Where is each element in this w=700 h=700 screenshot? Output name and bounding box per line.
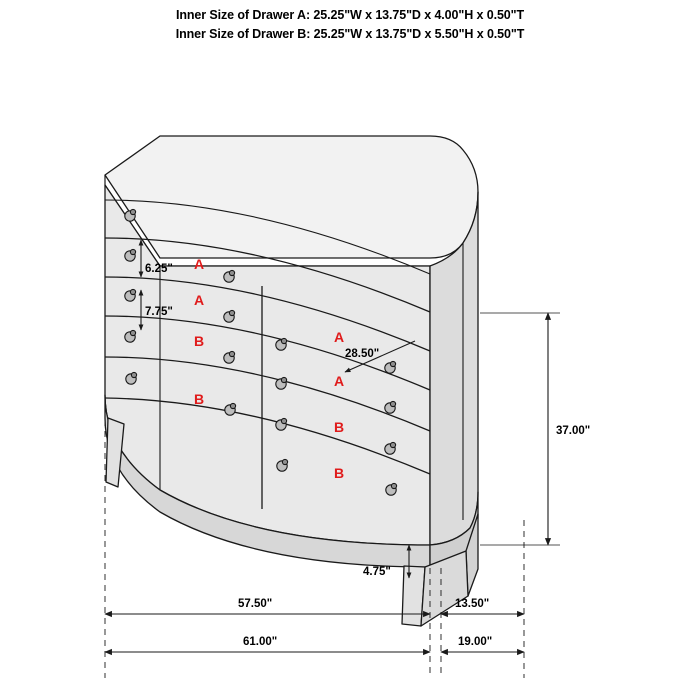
label-drawer-b-height: 7.75" (145, 306, 173, 318)
drawer-label-b3: B (334, 419, 345, 435)
drawer-label-b1: B (194, 333, 205, 349)
label-leg-height: 4.75" (363, 566, 391, 578)
label-drawer-a-height: 6.25" (145, 263, 173, 275)
label-body-width: 57.50" (238, 598, 273, 610)
drawer-label-a2: A (194, 292, 205, 308)
leg-front-left (106, 418, 124, 487)
drawer-label-b4: B (334, 465, 345, 481)
dresser-top (105, 136, 478, 258)
label-total-height: 37.00" (556, 425, 591, 437)
label-top-depth: 28.50" (345, 348, 380, 360)
drawer-label-a4: A (334, 373, 345, 389)
drawer-a-spec-text: Inner Size of Drawer A: 25.25"W x 13.75"D x 4.00"H x 0.50"T (175, 8, 525, 22)
label-overall-width: 61.00" (243, 636, 278, 648)
label-overall-depth: 19.00" (458, 636, 493, 648)
drawer-label-a3: A (334, 329, 345, 345)
drawer-label-b2: B (194, 391, 205, 407)
drawer-b-spec-text: Inner Size of Drawer B: 25.25"W x 13.75"D x 5.50"H x 0.50"T (175, 27, 525, 41)
drawer-label-a1: A (194, 256, 205, 272)
label-side-depth: 13.50" (455, 598, 490, 610)
